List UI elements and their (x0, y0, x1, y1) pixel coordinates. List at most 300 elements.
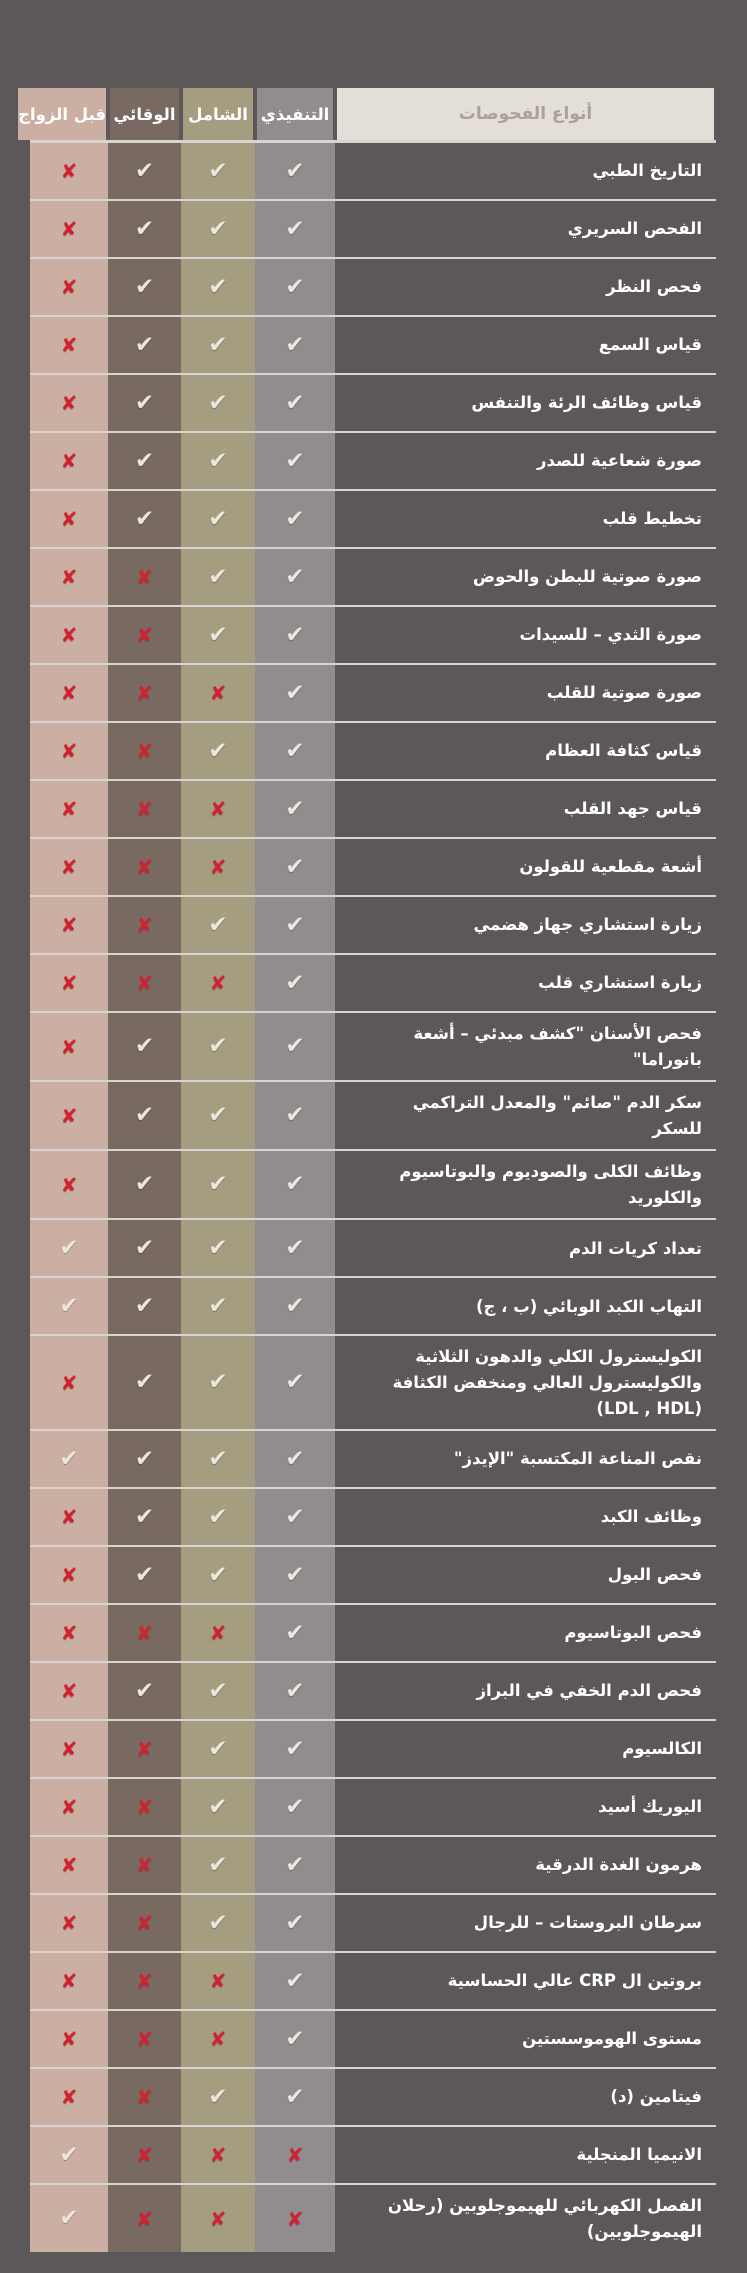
checkup-comparison-table (18, 88, 716, 2252)
row-label: قياس السمع (598, 335, 702, 355)
mark-cell (181, 1953, 255, 2009)
cross-icon: ✘ (60, 1969, 78, 1994)
check-icon: ✔ (285, 1171, 305, 1198)
table-row (30, 1893, 716, 1951)
cross-icon: ✘ (60, 2027, 78, 2052)
check-icon: ✔ (208, 273, 228, 300)
row-label: صورة صوتية للقلب (546, 683, 702, 703)
mark-cell (181, 1895, 255, 1951)
mark-cell (30, 317, 108, 373)
check-icon: ✔ (208, 157, 228, 184)
mark-cell (30, 1779, 108, 1835)
check-icon: ✔ (208, 737, 228, 764)
check-icon: ✔ (285, 795, 305, 822)
check-icon: ✔ (208, 1445, 228, 1472)
cross-icon: ✘ (60, 1172, 78, 1197)
check-icon: ✔ (208, 1033, 228, 1060)
mark-cell (30, 955, 108, 1011)
row-label: قياس جهد القلب (563, 799, 702, 819)
table-row (30, 1487, 716, 1545)
table-row (30, 1276, 716, 1334)
row-label: أشعة مقطعية للقولون (519, 857, 702, 877)
cross-icon: ✘ (60, 2085, 78, 2110)
check-icon: ✔ (59, 1292, 79, 1319)
mark-cell (30, 433, 108, 489)
mark-cell (108, 1278, 181, 1334)
mark-cell (30, 1431, 108, 1487)
row-label: نقص المناعة المكتسبة "الإيدز" (453, 1449, 702, 1469)
table-row (30, 1011, 716, 1080)
mark-cell (181, 897, 255, 953)
table-row (30, 1951, 716, 2009)
table-row (30, 2009, 716, 2067)
cross-icon: ✘ (60, 971, 78, 995)
mark-cell (30, 665, 108, 721)
mark-cell (108, 607, 181, 663)
table-row (30, 143, 716, 199)
cross-icon: ✘ (136, 565, 153, 589)
column-header-3 (18, 88, 108, 140)
table-row (30, 373, 716, 431)
check-icon: ✔ (285, 1102, 305, 1129)
mark-cell (30, 723, 108, 779)
cross-icon: ✘ (60, 623, 78, 647)
mark-cell (181, 955, 255, 1011)
check-icon: ✔ (285, 1033, 305, 1060)
check-icon: ✔ (134, 273, 155, 300)
row-label: فحص البوتاسيوم (564, 1623, 702, 1643)
cross-icon: ✘ (60, 1795, 78, 1820)
table-row (30, 1429, 716, 1487)
table-row (30, 1545, 716, 1603)
row-label: صورة شعاعية للصدر (537, 451, 702, 471)
cross-icon: ✘ (60, 681, 78, 705)
mark-cell (255, 2185, 335, 2252)
mark-cell (255, 1953, 335, 2009)
mark-cell (255, 955, 335, 1011)
check-icon: ✔ (59, 1445, 79, 1472)
mark-cell (181, 1151, 255, 1218)
mark-cell (255, 897, 335, 953)
cross-icon: ✘ (60, 1737, 78, 1762)
check-icon: ✔ (208, 1677, 228, 1704)
mark-cell (108, 1779, 181, 1835)
mark-cell (108, 839, 181, 895)
mark-cell (30, 259, 108, 315)
mark-cell (181, 259, 255, 315)
mark-cell (255, 259, 335, 315)
row-label: فحص الأسنان "كشف مبدئي – أشعة بانوراما" (413, 1024, 702, 1069)
check-icon: ✔ (285, 1503, 305, 1530)
mark-cell (108, 317, 181, 373)
check-icon: ✔ (285, 1909, 305, 1936)
mark-cell (108, 1721, 181, 1777)
mark-cell (255, 1013, 335, 1080)
check-icon: ✔ (59, 2205, 79, 2232)
cross-icon: ✘ (60, 739, 78, 763)
table-row (30, 315, 716, 373)
cross-icon: ✘ (136, 797, 153, 821)
mark-cell (255, 1779, 335, 1835)
mark-cell (108, 2011, 181, 2067)
cross-icon: ✘ (60, 159, 78, 183)
check-icon: ✔ (285, 969, 305, 996)
mark-cell (108, 2185, 181, 2252)
mark-cell (255, 1220, 335, 1276)
row-label: وظائف الكلى والصوديوم والبوتاسيوم والكلوريد (399, 1162, 702, 1207)
table-row (30, 1603, 716, 1661)
check-icon: ✔ (134, 389, 155, 416)
table-row (30, 2125, 716, 2183)
table-row (30, 721, 716, 779)
check-icon: ✔ (285, 1369, 305, 1396)
check-icon: ✔ (285, 911, 305, 938)
check-icon: ✔ (285, 1445, 305, 1472)
mark-cell (108, 1220, 181, 1276)
check-icon: ✔ (208, 1735, 228, 1762)
mark-cell (30, 549, 108, 605)
cross-icon: ✘ (60, 449, 78, 473)
row-label: تعداد كريات الدم (569, 1238, 702, 1258)
table-row (30, 1080, 716, 1149)
cross-icon: ✘ (209, 855, 227, 879)
cross-icon: ✘ (136, 681, 153, 705)
check-icon: ✔ (285, 621, 305, 648)
row-label: مستوى الهوموسستين (522, 2029, 702, 2049)
mark-cell (108, 1336, 181, 1429)
row-label: فحص البول (607, 1565, 702, 1585)
mark-cell (108, 1837, 181, 1893)
row-label: سكر الدم "صائم" والمعدل التراكمي للسكر (412, 1093, 702, 1138)
mark-cell (108, 1013, 181, 1080)
mark-cell (30, 1151, 108, 1218)
mark-cell (255, 1547, 335, 1603)
cross-icon: ✘ (209, 681, 227, 705)
cross-icon: ✘ (60, 1621, 78, 1646)
row-label: زيارة استشاري جهاز هضمي (473, 915, 702, 935)
table-row (30, 1218, 716, 1276)
mark-cell (181, 1605, 255, 1661)
check-icon: ✔ (285, 389, 305, 416)
check-icon: ✔ (134, 1369, 155, 1396)
mark-cell (108, 2069, 181, 2125)
mark-cell (255, 723, 335, 779)
mark-cell (30, 1489, 108, 1545)
mark-cell (181, 375, 255, 431)
check-icon: ✔ (208, 2083, 228, 2110)
mark-cell (255, 491, 335, 547)
mark-cell (181, 1220, 255, 1276)
mark-cell (108, 1605, 181, 1661)
column-header-label: التنفيذي (257, 88, 333, 140)
row-label: التاريخ الطبي (592, 161, 702, 181)
cross-icon: ✘ (136, 855, 153, 879)
check-icon: ✔ (208, 1909, 228, 1936)
mark-cell (108, 491, 181, 547)
mark-cell (181, 1837, 255, 1893)
mark-cell (108, 433, 181, 489)
mark-cell (255, 1605, 335, 1661)
check-icon: ✔ (285, 1967, 305, 1994)
check-icon: ✔ (285, 1735, 305, 1762)
mark-cell (181, 1082, 255, 1149)
row-label: الكوليسترول الكلي والدهون الثلاثية والكوليسترول العالي ومنخفض الكثافة (LDL , HDL) (392, 1347, 702, 1418)
mark-cell (255, 375, 335, 431)
mark-cell (108, 1953, 181, 2009)
table-row (30, 779, 716, 837)
mark-cell (255, 1663, 335, 1719)
table-row (30, 431, 716, 489)
check-icon: ✔ (285, 737, 305, 764)
mark-cell (255, 607, 335, 663)
mark-cell (30, 1895, 108, 1951)
cross-icon: ✘ (136, 623, 153, 647)
check-icon: ✔ (134, 1292, 155, 1319)
mark-cell (255, 2069, 335, 2125)
check-icon: ✔ (285, 273, 305, 300)
cross-icon: ✘ (136, 1853, 153, 1878)
mark-cell (30, 1721, 108, 1777)
mark-cell (30, 2127, 108, 2183)
check-icon: ✔ (208, 1793, 228, 1820)
mark-cell (108, 1547, 181, 1603)
mark-cell (108, 375, 181, 431)
mark-cell (181, 607, 255, 663)
mark-cell (181, 2069, 255, 2125)
cross-icon: ✘ (60, 1853, 78, 1878)
column-header-label: الوقائي (110, 88, 179, 140)
mark-cell (108, 897, 181, 953)
mark-cell (30, 1605, 108, 1661)
cross-icon: ✘ (136, 1795, 153, 1820)
mark-cell (108, 955, 181, 1011)
row-label: وظائف الكبد (600, 1507, 702, 1527)
cross-icon: ✘ (209, 2143, 227, 2168)
table-row (30, 663, 716, 721)
row-label: صورة صوتية للبطن والحوض (472, 567, 702, 587)
mark-cell (30, 1837, 108, 1893)
row-label: زيارة استشاري قلب (538, 973, 702, 993)
check-icon: ✔ (285, 505, 305, 532)
check-icon: ✔ (285, 1851, 305, 1878)
column-header-label: الشامل (183, 88, 253, 140)
mark-cell (30, 2069, 108, 2125)
check-icon: ✔ (134, 447, 155, 474)
mark-cell (108, 549, 181, 605)
mark-cell (30, 781, 108, 837)
mark-cell (181, 2127, 255, 2183)
row-label: فحص الدم الخفي في البراز (476, 1681, 702, 1701)
cross-icon: ✘ (60, 391, 78, 415)
mark-cell (30, 1336, 108, 1429)
check-icon: ✔ (134, 157, 155, 184)
table-row (30, 1661, 716, 1719)
check-icon: ✔ (208, 1503, 228, 1530)
mark-cell (30, 607, 108, 663)
mark-cell (255, 317, 335, 373)
column-header-2 (108, 88, 181, 140)
cross-icon: ✘ (286, 2206, 304, 2231)
cross-icon: ✘ (60, 275, 78, 299)
mark-cell (255, 143, 335, 199)
check-icon: ✔ (134, 215, 155, 242)
mark-cell (108, 723, 181, 779)
table-row (30, 1835, 716, 1893)
row-label: هرمون الغدة الدرقية (535, 1855, 702, 1875)
check-icon: ✔ (134, 1234, 155, 1261)
cross-icon: ✘ (136, 2206, 153, 2231)
mark-cell (108, 781, 181, 837)
table-row (30, 1777, 716, 1835)
row-label: الانيميا المنجلية (576, 2145, 702, 2165)
check-icon: ✔ (285, 1677, 305, 1704)
mark-cell (30, 1663, 108, 1719)
table-row (30, 1719, 716, 1777)
column-header-1 (181, 88, 255, 140)
cross-icon: ✘ (136, 1737, 153, 1762)
check-icon: ✔ (134, 331, 155, 358)
row-label: اليوريك أسيد (598, 1797, 702, 1817)
check-icon: ✔ (59, 2141, 79, 2168)
mark-cell (181, 1663, 255, 1719)
cross-icon: ✘ (209, 797, 227, 821)
check-icon: ✔ (208, 621, 228, 648)
cross-icon: ✘ (286, 2143, 304, 2168)
mark-cell (108, 665, 181, 721)
mark-cell (255, 1336, 335, 1429)
cross-icon: ✘ (136, 739, 153, 763)
check-icon: ✔ (285, 1292, 305, 1319)
mark-cell (181, 1779, 255, 1835)
mark-cell (181, 201, 255, 257)
row-label: الكالسيوم (622, 1739, 702, 1759)
check-icon: ✔ (285, 2083, 305, 2110)
mark-cell (181, 433, 255, 489)
check-icon: ✔ (208, 1561, 228, 1588)
check-icon: ✔ (134, 1445, 155, 1472)
table-row (30, 605, 716, 663)
mark-cell (181, 491, 255, 547)
mark-cell (30, 1278, 108, 1334)
column-header-label: قبل الزواج (18, 88, 106, 140)
cross-icon: ✘ (60, 333, 78, 357)
mark-cell (181, 143, 255, 199)
check-icon: ✔ (285, 1234, 305, 1261)
table-row (30, 1334, 716, 1429)
cross-icon: ✘ (209, 971, 227, 995)
check-icon: ✔ (285, 2025, 305, 2052)
row-label: تخطيط قلب (602, 509, 702, 529)
mark-cell (181, 1721, 255, 1777)
mark-cell (108, 2127, 181, 2183)
mark-cell (30, 2185, 108, 2252)
cross-icon: ✘ (60, 1034, 78, 1059)
check-icon: ✔ (134, 1503, 155, 1530)
check-icon: ✔ (285, 1619, 305, 1646)
row-label: فحص النظر (606, 277, 702, 297)
row-label: صورة الثدي – للسيدات (519, 625, 702, 645)
row-label: الفصل الكهربائي للهيموجلوبين (رحلان الهيموجلوبين) (387, 2196, 702, 2241)
table-row (30, 953, 716, 1011)
check-icon: ✔ (208, 1171, 228, 1198)
cross-icon: ✘ (60, 1505, 78, 1530)
mark-cell (255, 433, 335, 489)
exam-types-title: أنواع الفحوصات (337, 88, 714, 140)
mark-cell (181, 1336, 255, 1429)
row-label: سرطان البروستات – للرجال (473, 1913, 702, 1933)
mark-cell (108, 1431, 181, 1487)
cross-icon: ✘ (136, 1911, 153, 1936)
mark-cell (181, 723, 255, 779)
cross-icon: ✘ (60, 1370, 78, 1395)
table-row (30, 2183, 716, 2252)
mark-cell (30, 143, 108, 199)
cross-icon: ✘ (209, 2027, 227, 2052)
cross-icon: ✘ (60, 1103, 78, 1128)
table-row (30, 895, 716, 953)
mark-cell (181, 317, 255, 373)
table-body (30, 143, 716, 2252)
check-icon: ✔ (208, 1234, 228, 1261)
check-icon: ✔ (208, 1369, 228, 1396)
check-icon: ✔ (285, 331, 305, 358)
check-icon: ✔ (208, 389, 228, 416)
check-icon: ✔ (208, 331, 228, 358)
mark-cell (181, 665, 255, 721)
mark-cell (255, 665, 335, 721)
column-header-0 (255, 88, 335, 140)
mark-cell (255, 2011, 335, 2067)
cross-icon: ✘ (60, 797, 78, 821)
mark-cell (255, 1082, 335, 1149)
check-icon: ✔ (208, 447, 228, 474)
check-icon: ✔ (134, 1171, 155, 1198)
table-row (30, 547, 716, 605)
mark-cell (30, 1953, 108, 2009)
row-label: فيتامين (د) (610, 2087, 702, 2107)
mark-cell (30, 1220, 108, 1276)
table-row (30, 199, 716, 257)
mark-cell (30, 897, 108, 953)
cross-icon: ✘ (209, 1969, 227, 1994)
check-icon: ✔ (134, 1102, 155, 1129)
header-cell-exam-types (335, 88, 716, 140)
row-label: بروتين ال CRP عالي الحساسية (447, 1971, 702, 1991)
mark-cell (255, 1151, 335, 1218)
cross-icon: ✘ (60, 913, 78, 937)
check-icon: ✔ (208, 1102, 228, 1129)
mark-cell (181, 781, 255, 837)
mark-cell (255, 1721, 335, 1777)
cross-icon: ✘ (60, 1563, 78, 1588)
row-label: الفحص السريري (567, 219, 702, 239)
cross-icon: ✘ (209, 1621, 227, 1646)
table-row (30, 257, 716, 315)
check-icon: ✔ (285, 1561, 305, 1588)
row-label: قياس كثافة العظام (545, 741, 702, 761)
cross-icon: ✘ (136, 2143, 153, 2168)
mark-cell (108, 1151, 181, 1218)
table-row (30, 2067, 716, 2125)
mark-cell (181, 1013, 255, 1080)
mark-cell (108, 1895, 181, 1951)
table-header-row (18, 88, 716, 143)
mark-cell (30, 1013, 108, 1080)
table-row (30, 837, 716, 895)
cross-icon: ✘ (136, 1621, 153, 1646)
mark-cell (30, 1547, 108, 1603)
cross-icon: ✘ (60, 1911, 78, 1936)
